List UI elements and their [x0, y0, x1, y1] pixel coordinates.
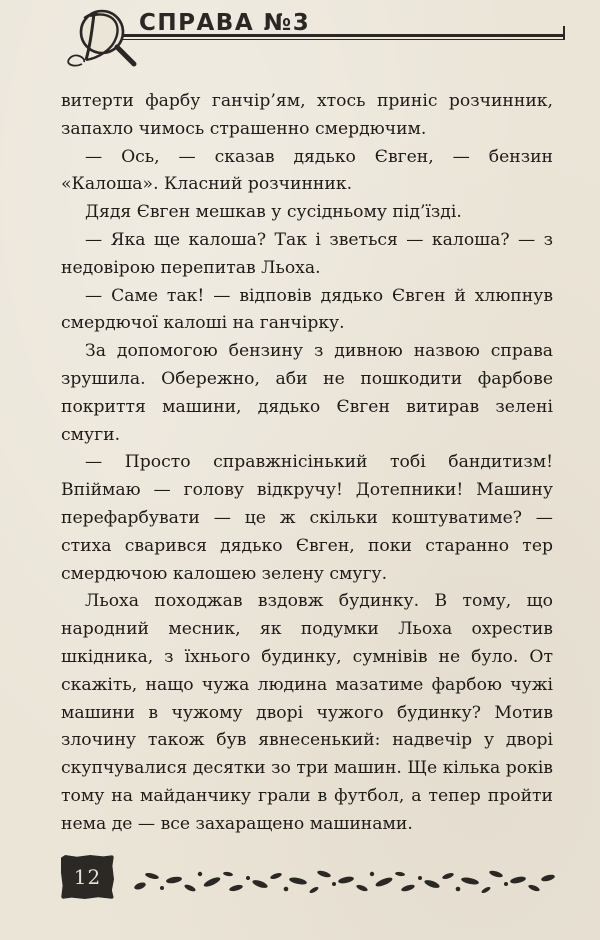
chapter-title: СПРАВА №3 — [139, 10, 311, 36]
magnifier-logo-icon — [54, 2, 150, 72]
paragraph: Дядя Євген мешкав у сусідньому під’їзді. — [85, 202, 462, 223]
page-number: 12 — [73, 865, 102, 889]
header-rule-end — [563, 26, 565, 40]
page-header — [0, 0, 600, 70]
paragraph: — Саме так! — відповів дядько Євген й хлюпнув смердючої калоші на ганчірку. — [61, 285, 553, 334]
header-rule-thin — [95, 39, 565, 40]
paragraph: — Яка ще калоша? Так і зветься — калоша? — з недовірою перепитав Льоха. — [61, 229, 553, 278]
paragraph: — Просто справжнісінький тобі бандитизм! Впіймаю — голову відкручу! Дотепники! Машину перефарбувати — це ж скільки коштуватиме? — стиха сварився дядько Євген, поки старанно тер смердючою калошею зелену смугу. — [61, 452, 553, 584]
decorative-ornament-icon — [130, 862, 558, 898]
paragraph: Льоха походжав вздовж будинку. В тому, що народний месник, як подумки Льоха охрестив шкідника, з їхнього будинку, сумнівів не було. От скажіть, нащо чужа людина мазатиме фарбою чужі машини в чужому дворі чужого будинку? Мотив злочину також був явнесенький: надвечір у дворі скупчувалися десятки зо три машин. Ще кілька років тому на майданчику грали в футбол, а тепер пройти нема де — все захаращено машинами. — [61, 591, 553, 834]
body-text — [61, 88, 553, 839]
paragraph: витерти фарбу ганчір’ям, хтось приніс розчинник, запахло чимось страшенно смердючим. — [61, 91, 553, 139]
paragraph: За допомогою бензину з дивною назвою справа зрушила. Обережно, аби не пошкодити фарбове покриття машини, дядько Євген витирав зелені смуги. — [61, 341, 553, 445]
paragraph: — Ось, — сказав дядько Євген, — бензин «Калоша». Класний розчинник. — [61, 146, 553, 195]
